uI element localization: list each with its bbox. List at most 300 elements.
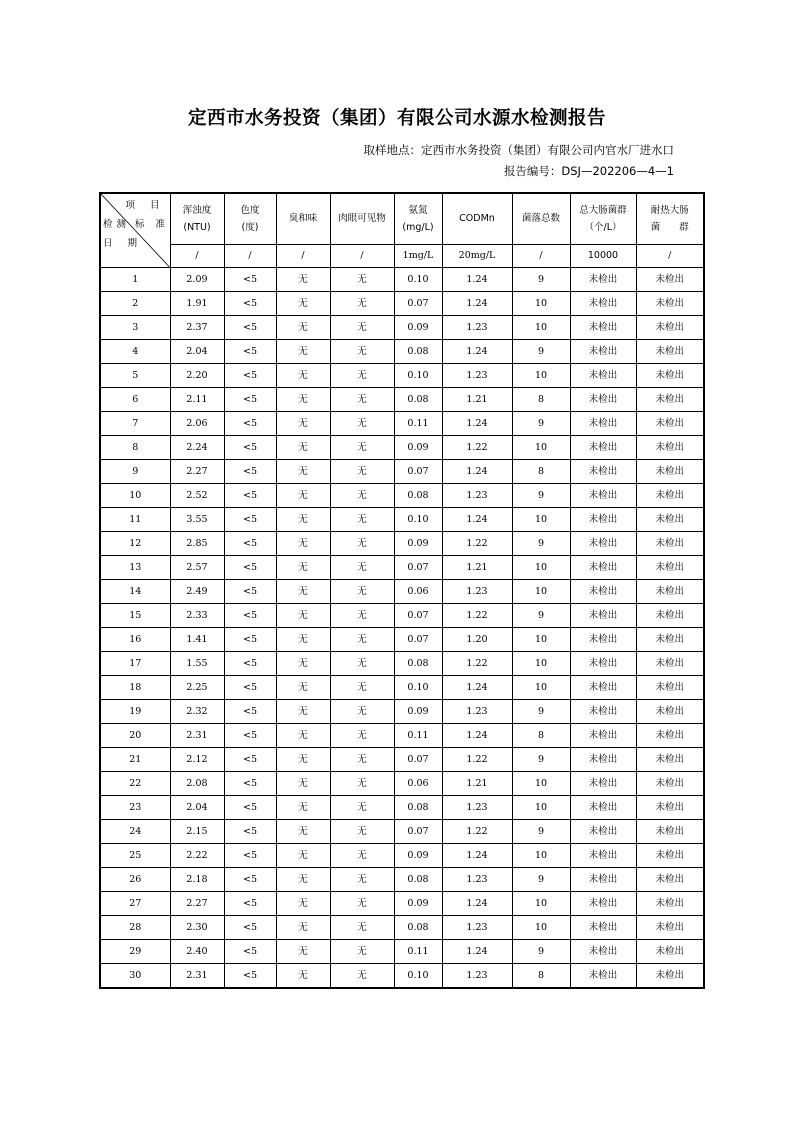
value-cell: 未检出: [636, 964, 704, 989]
date-cell: 7: [100, 412, 170, 436]
value-cell: 无: [276, 316, 330, 340]
value-cell: 1.24: [442, 412, 512, 436]
value-cell: 无: [330, 916, 394, 940]
value-cell: 无: [330, 964, 394, 989]
value-cell: 无: [330, 268, 394, 292]
date-cell: 3: [100, 316, 170, 340]
date-cell: 19: [100, 700, 170, 724]
table-row: [100, 316, 704, 340]
standard-cell: /: [276, 245, 330, 268]
value-cell: <5: [224, 844, 276, 868]
value-cell: 无: [276, 412, 330, 436]
table-row: [100, 916, 704, 940]
value-cell: <5: [224, 580, 276, 604]
value-cell: 2.30: [170, 916, 224, 940]
value-cell: <5: [224, 676, 276, 700]
value-cell: 无: [276, 844, 330, 868]
value-cell: 无: [276, 676, 330, 700]
value-cell: <5: [224, 316, 276, 340]
table-row: [100, 940, 704, 964]
value-cell: 未检出: [636, 580, 704, 604]
table-row: [100, 268, 704, 292]
value-cell: 无: [276, 700, 330, 724]
date-cell: 10: [100, 484, 170, 508]
value-cell: <5: [224, 868, 276, 892]
value-cell: 1.23: [442, 868, 512, 892]
value-cell: 2.31: [170, 724, 224, 748]
column-header-line: 菌 群: [650, 222, 689, 233]
value-cell: <5: [224, 820, 276, 844]
value-cell: 未检出: [636, 892, 704, 916]
report-number: 报告编号：DSJ—202206—4—1: [503, 164, 674, 178]
value-cell: 无: [276, 652, 330, 676]
value-cell: 未检出: [636, 436, 704, 460]
value-cell: 无: [276, 556, 330, 580]
sampling-location: 取样地点：定西市水务投资（集团）有限公司内官水厂进水口: [363, 143, 674, 157]
value-cell: 无: [276, 916, 330, 940]
value-cell: 0.07: [394, 604, 442, 628]
value-cell: 未检出: [636, 940, 704, 964]
value-cell: 0.08: [394, 388, 442, 412]
value-cell: 未检出: [570, 508, 636, 532]
date-cell: 11: [100, 508, 170, 532]
value-cell: 1.24: [442, 460, 512, 484]
date-cell: 23: [100, 796, 170, 820]
corner-detect-label: 检测: [103, 219, 131, 230]
value-cell: 8: [512, 460, 570, 484]
value-cell: 未检出: [570, 556, 636, 580]
value-cell: 2.09: [170, 268, 224, 292]
value-cell: 9: [512, 484, 570, 508]
table-row: [100, 580, 704, 604]
value-cell: 未检出: [636, 460, 704, 484]
value-cell: <5: [224, 916, 276, 940]
date-cell: 4: [100, 340, 170, 364]
value-cell: 未检出: [636, 820, 704, 844]
value-cell: 0.08: [394, 916, 442, 940]
value-cell: 无: [330, 388, 394, 412]
column-header-line: (度): [241, 222, 259, 233]
value-cell: 1.24: [442, 892, 512, 916]
value-cell: 无: [330, 772, 394, 796]
value-cell: 0.09: [394, 700, 442, 724]
value-cell: 无: [330, 340, 394, 364]
value-cell: 2.22: [170, 844, 224, 868]
value-cell: 未检出: [636, 292, 704, 316]
value-cell: 2.52: [170, 484, 224, 508]
value-cell: 无: [330, 892, 394, 916]
value-cell: 1.23: [442, 916, 512, 940]
value-cell: <5: [224, 484, 276, 508]
value-cell: 无: [276, 436, 330, 460]
value-cell: <5: [224, 700, 276, 724]
value-cell: 2.25: [170, 676, 224, 700]
value-cell: 未检出: [636, 676, 704, 700]
value-cell: 2.04: [170, 796, 224, 820]
value-cell: 未检出: [570, 340, 636, 364]
report-title: 定西市水务投资（集团）有限公司水源水检测报告: [187, 108, 606, 129]
water-quality-table: [99, 192, 705, 989]
value-cell: 9: [512, 268, 570, 292]
date-cell: 14: [100, 580, 170, 604]
value-cell: 1.21: [442, 556, 512, 580]
column-header-line: 浑浊度: [182, 204, 212, 216]
table-row: [100, 556, 704, 580]
value-cell: 未检出: [570, 580, 636, 604]
value-cell: 0.09: [394, 892, 442, 916]
value-cell: 无: [276, 868, 330, 892]
value-cell: 无: [330, 940, 394, 964]
value-cell: 2.24: [170, 436, 224, 460]
value-cell: 未检出: [636, 388, 704, 412]
value-cell: 无: [330, 820, 394, 844]
value-cell: 1.24: [442, 292, 512, 316]
date-cell: 25: [100, 844, 170, 868]
date-cell: 1: [100, 268, 170, 292]
value-cell: 无: [276, 460, 330, 484]
value-cell: 1.24: [442, 844, 512, 868]
value-cell: 10: [512, 508, 570, 532]
date-cell: 18: [100, 676, 170, 700]
table-row: [100, 964, 704, 989]
value-cell: 未检出: [570, 268, 636, 292]
value-cell: 0.07: [394, 748, 442, 772]
column-header: [394, 193, 442, 245]
table-row: [100, 844, 704, 868]
value-cell: 10: [512, 436, 570, 460]
value-cell: 0.09: [394, 436, 442, 460]
value-cell: 9: [512, 820, 570, 844]
value-cell: 无: [330, 532, 394, 556]
value-cell: 10: [512, 556, 570, 580]
value-cell: 2.04: [170, 340, 224, 364]
value-cell: <5: [224, 412, 276, 436]
value-cell: 1.24: [442, 676, 512, 700]
value-cell: 8: [512, 724, 570, 748]
value-cell: 0.09: [394, 532, 442, 556]
value-cell: 未检出: [570, 892, 636, 916]
table-row: [100, 604, 704, 628]
value-cell: 未检出: [636, 532, 704, 556]
value-cell: <5: [224, 532, 276, 556]
value-cell: 无: [276, 508, 330, 532]
date-cell: 20: [100, 724, 170, 748]
table-row: [100, 364, 704, 388]
table-row: [100, 628, 704, 652]
column-header-line: 色度: [240, 204, 260, 216]
value-cell: 无: [330, 412, 394, 436]
value-cell: 无: [276, 604, 330, 628]
value-cell: 未检出: [570, 940, 636, 964]
value-cell: <5: [224, 340, 276, 364]
table-row: [100, 820, 704, 844]
corner-item-label: 项 目: [125, 200, 166, 211]
value-cell: 未检出: [570, 964, 636, 989]
value-cell: <5: [224, 724, 276, 748]
column-header-line: （个/L）: [584, 222, 622, 233]
column-header: [636, 193, 704, 245]
value-cell: 1.23: [442, 796, 512, 820]
value-cell: 未检出: [636, 364, 704, 388]
value-cell: 无: [276, 484, 330, 508]
value-cell: 无: [330, 508, 394, 532]
date-cell: 15: [100, 604, 170, 628]
value-cell: 无: [276, 388, 330, 412]
value-cell: 未检出: [570, 436, 636, 460]
date-cell: 27: [100, 892, 170, 916]
value-cell: 未检出: [636, 772, 704, 796]
value-cell: 0.08: [394, 652, 442, 676]
value-cell: 1.21: [442, 772, 512, 796]
value-cell: 0.08: [394, 340, 442, 364]
value-cell: 未检出: [570, 628, 636, 652]
value-cell: 未检出: [570, 364, 636, 388]
value-cell: 未检出: [570, 772, 636, 796]
value-cell: <5: [224, 892, 276, 916]
value-cell: 无: [276, 580, 330, 604]
value-cell: 无: [276, 364, 330, 388]
value-cell: 1.20: [442, 628, 512, 652]
value-cell: 1.23: [442, 364, 512, 388]
value-cell: 0.11: [394, 724, 442, 748]
standard-cell: /: [512, 245, 570, 268]
value-cell: 无: [276, 268, 330, 292]
value-cell: 无: [276, 628, 330, 652]
value-cell: 1.22: [442, 748, 512, 772]
value-cell: 无: [276, 340, 330, 364]
value-cell: 2.37: [170, 316, 224, 340]
value-cell: 0.10: [394, 364, 442, 388]
value-cell: 未检出: [636, 748, 704, 772]
value-cell: 0.07: [394, 820, 442, 844]
standard-cell: 1mg/L: [394, 245, 442, 268]
value-cell: 无: [330, 868, 394, 892]
value-cell: <5: [224, 364, 276, 388]
value-cell: 无: [330, 700, 394, 724]
table-row: [100, 436, 704, 460]
value-cell: 2.27: [170, 460, 224, 484]
value-cell: <5: [224, 268, 276, 292]
value-cell: 无: [330, 652, 394, 676]
value-cell: 10: [512, 316, 570, 340]
value-cell: 0.08: [394, 868, 442, 892]
standard-cell: /: [330, 245, 394, 268]
column-header: [276, 193, 330, 245]
column-header: [224, 193, 276, 245]
value-cell: 0.09: [394, 316, 442, 340]
corner-cell: [100, 193, 170, 268]
value-cell: 无: [330, 628, 394, 652]
value-cell: 未检出: [570, 460, 636, 484]
date-cell: 8: [100, 436, 170, 460]
value-cell: 0.11: [394, 940, 442, 964]
value-cell: 无: [276, 724, 330, 748]
value-cell: 无: [330, 436, 394, 460]
value-cell: <5: [224, 460, 276, 484]
value-cell: 未检出: [636, 652, 704, 676]
value-cell: 未检出: [570, 388, 636, 412]
value-cell: 0.07: [394, 556, 442, 580]
column-header-line: 臭和味: [288, 213, 318, 225]
table-row: [100, 388, 704, 412]
value-cell: 未检出: [570, 652, 636, 676]
table-row: [100, 772, 704, 796]
value-cell: 10: [512, 844, 570, 868]
value-cell: 1.23: [442, 580, 512, 604]
value-cell: 10: [512, 916, 570, 940]
table-row: [100, 724, 704, 748]
value-cell: 10: [512, 796, 570, 820]
value-cell: <5: [224, 964, 276, 989]
value-cell: 9: [512, 604, 570, 628]
value-cell: 无: [330, 844, 394, 868]
table-row: [100, 412, 704, 436]
value-cell: 2.08: [170, 772, 224, 796]
date-cell: 26: [100, 868, 170, 892]
value-cell: 1.24: [442, 268, 512, 292]
column-header-line: 菌落总数: [521, 213, 560, 225]
value-cell: 无: [330, 604, 394, 628]
value-cell: 未检出: [636, 508, 704, 532]
value-cell: 0.06: [394, 580, 442, 604]
value-cell: 未检出: [570, 820, 636, 844]
value-cell: 1.24: [442, 724, 512, 748]
value-cell: 未检出: [570, 748, 636, 772]
date-cell: 16: [100, 628, 170, 652]
value-cell: 2.27: [170, 892, 224, 916]
value-cell: 无: [330, 580, 394, 604]
value-cell: 0.10: [394, 676, 442, 700]
value-cell: 无: [330, 484, 394, 508]
header-row: [100, 193, 704, 245]
value-cell: 未检出: [636, 604, 704, 628]
value-cell: 未检出: [636, 484, 704, 508]
value-cell: 未检出: [570, 916, 636, 940]
value-cell: 2.12: [170, 748, 224, 772]
value-cell: 未检出: [570, 412, 636, 436]
table-row: [100, 292, 704, 316]
value-cell: 无: [276, 292, 330, 316]
value-cell: 未检出: [570, 844, 636, 868]
value-cell: 未检出: [570, 532, 636, 556]
column-header-line: CODMn: [459, 213, 495, 225]
value-cell: 未检出: [636, 268, 704, 292]
value-cell: 未检出: [570, 484, 636, 508]
column-header: [170, 193, 224, 245]
value-cell: 2.32: [170, 700, 224, 724]
value-cell: <5: [224, 652, 276, 676]
date-cell: 29: [100, 940, 170, 964]
standard-cell: /: [170, 245, 224, 268]
column-header-line: 耐热大肠: [650, 204, 689, 216]
value-cell: <5: [224, 436, 276, 460]
value-cell: 8: [512, 388, 570, 412]
value-cell: 无: [276, 796, 330, 820]
value-cell: 未检出: [636, 844, 704, 868]
value-cell: <5: [224, 388, 276, 412]
value-cell: 未检出: [636, 316, 704, 340]
table-row: [100, 748, 704, 772]
value-cell: <5: [224, 940, 276, 964]
value-cell: 10: [512, 676, 570, 700]
value-cell: 0.08: [394, 484, 442, 508]
value-cell: 未检出: [570, 292, 636, 316]
value-cell: 9: [512, 700, 570, 724]
value-cell: 0.07: [394, 460, 442, 484]
value-cell: 9: [512, 868, 570, 892]
date-cell: 6: [100, 388, 170, 412]
value-cell: 1.55: [170, 652, 224, 676]
date-cell: 21: [100, 748, 170, 772]
value-cell: 3.55: [170, 508, 224, 532]
date-cell: 22: [100, 772, 170, 796]
value-cell: 未检出: [636, 916, 704, 940]
value-cell: 无: [330, 316, 394, 340]
corner-date-label: 日 期: [103, 238, 144, 249]
value-cell: 无: [330, 364, 394, 388]
table-row: [100, 892, 704, 916]
value-cell: 1.24: [442, 340, 512, 364]
column-header-line: 肉眼可见物: [338, 213, 386, 225]
standard-row: [100, 245, 704, 268]
value-cell: 2.49: [170, 580, 224, 604]
table-row: [100, 508, 704, 532]
value-cell: 未检出: [570, 724, 636, 748]
value-cell: 2.40: [170, 940, 224, 964]
value-cell: 10: [512, 292, 570, 316]
value-cell: 0.10: [394, 268, 442, 292]
table-row: [100, 868, 704, 892]
column-header-line: 总大肠菌群: [579, 204, 627, 216]
value-cell: 0.07: [394, 292, 442, 316]
value-cell: 10: [512, 580, 570, 604]
value-cell: 无: [276, 964, 330, 989]
table-row: [100, 532, 704, 556]
standard-cell: 20mg/L: [442, 245, 512, 268]
value-cell: 0.08: [394, 796, 442, 820]
value-cell: 9: [512, 412, 570, 436]
value-cell: 10: [512, 652, 570, 676]
value-cell: <5: [224, 748, 276, 772]
table-row: [100, 484, 704, 508]
value-cell: 10: [512, 364, 570, 388]
value-cell: 2.11: [170, 388, 224, 412]
value-cell: <5: [224, 628, 276, 652]
date-cell: 28: [100, 916, 170, 940]
value-cell: 1.21: [442, 388, 512, 412]
value-cell: 无: [276, 820, 330, 844]
value-cell: 2.33: [170, 604, 224, 628]
value-cell: 未检出: [636, 412, 704, 436]
value-cell: 0.10: [394, 964, 442, 989]
value-cell: 2.15: [170, 820, 224, 844]
value-cell: 2.31: [170, 964, 224, 989]
value-cell: 0.09: [394, 844, 442, 868]
value-cell: 无: [276, 748, 330, 772]
value-cell: 2.57: [170, 556, 224, 580]
value-cell: 1.22: [442, 652, 512, 676]
value-cell: 无: [330, 748, 394, 772]
value-cell: 10: [512, 628, 570, 652]
standard-cell: 10000: [570, 245, 636, 268]
value-cell: 未检出: [636, 868, 704, 892]
value-cell: 0.11: [394, 412, 442, 436]
value-cell: 无: [330, 724, 394, 748]
value-cell: 9: [512, 532, 570, 556]
value-cell: 2.20: [170, 364, 224, 388]
column-header-line: 氨氮: [408, 204, 428, 216]
value-cell: 无: [276, 892, 330, 916]
